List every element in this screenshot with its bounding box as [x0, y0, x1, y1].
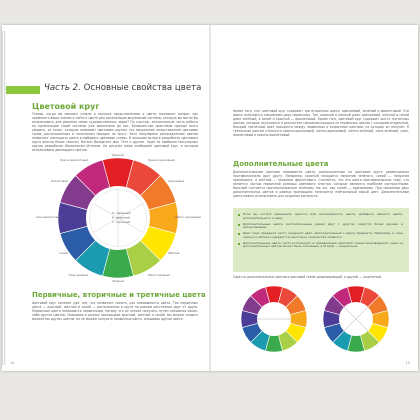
section-title-primary-secondary: Первичные, вторичные и третичные цвета	[32, 291, 206, 299]
intro-paragraph: Теперь, когда вы немного узнали о научных представлениях о цвете, возникает вопрос: как применить ваши знания о свете и цвете для организации визуальной системы, которую вы могли бы использовать для решения своих художественных задач? По счастью, значительную часть работы по организации такой системы уже выполнили до нас. Большинство практиков прежде всего увидеть, из колес, которую называют цветовым кругом; это визуальное представление цветовых тонов, расположенных в логическом порядке по кругу. Хотя популярное распределение цветов позволяет уменьшить цвета и выбирать цветовые схемы. В прошлом вклад в разработку цветового круга внесли Исаак Ньютон, Иоганн Вольфганг фон Гёте и другие. Один из наиболее популярных кругов разработан Иоханнесом Иттеном. На рисунке ниже изображён цветовой круг, в котором использовано двенадцать цветов.	[32, 112, 198, 153]
wheel-label-red: Красный	[112, 154, 124, 157]
wheel-label-blue: Синий	[59, 252, 68, 255]
tip-item: Дополнительные цвета часто используют в определении цветовой схемы произведения: один из дополнительных цветов может быть основным, а второй — акцентным.	[243, 240, 403, 249]
tip-item: Цвет тени предмета часто содержит цвет, дополнительный к цвету предмета. Например, в тени красного яблока содержится некоторое количество зелёного.	[243, 231, 403, 239]
legend-tertiary: Т – третичный	[112, 221, 130, 224]
wheel-label-red-violet: Красно-фиолетовый	[60, 159, 88, 162]
chapter-heading	[44, 83, 201, 93]
section-title-complementary: Дополнительные цвета	[233, 160, 329, 168]
tip-box	[233, 208, 409, 272]
section-title-color-wheel: Цветовой круг	[32, 102, 100, 111]
chapter-label: Часть 2.	[44, 83, 81, 93]
tip-item: Если вы хотите уменьшить яркость или интенсивность цвета, добавьте немного цвета, дополнительного к нему.	[243, 212, 403, 220]
right-page	[211, 25, 418, 371]
legend-secondary: В – вторичный	[112, 216, 131, 220]
complementary-paragraph: Дополнительными цветами называются цвета, расположенные на цветовом круге диаметрально противоположно друг другу. Например, красный находится напротив зелёного, синий — напротив оранжевого, а жёлтый — напротив фиолетового. Считается, что эти цвета противоположны тому, что является частью первичной разницы цветового спектра, которые являются наиболее контрастными. Красный считается противоположным зелёному так же, как синий — оранжевому. При смешении двух дополнительных цветов в равных пропорциях получается нейтральный серый цвет. Дополнительные цвета можно использовать для создания контраста.	[233, 170, 409, 199]
legend-primary: П – первичный	[112, 212, 131, 215]
page-number-left: 14	[10, 361, 15, 365]
complementary-wheel-axis	[239, 284, 309, 354]
wheel-label-yellow-green: Жёлто-зелёный	[148, 274, 170, 277]
wheel-label-green: Зелёный	[112, 280, 124, 283]
wheel-legend	[112, 212, 131, 224]
wheel-label-blue-violet: Сине-фиолетовый	[36, 216, 61, 219]
wheel-label-yellow-orange: Жёлто-оранжевый	[175, 216, 201, 219]
wheel-label-orange: Оранжевый	[168, 180, 185, 183]
complementary-wheel-cross	[321, 284, 391, 354]
wheel-label-red-orange: Красно-оранжевый	[148, 159, 175, 162]
page-number-right: 15	[405, 361, 410, 365]
page-edge	[2, 31, 6, 365]
book-spread	[2, 25, 418, 371]
tip-list	[233, 208, 409, 255]
primary-secondary-paragraph: Цветовой круг полезен уже тем, что позволяет понять, как смешиваются цвета. Три первичных цвета — красный, жёлтый и синий — расположены в круге на равном расстоянии друг от друга. Первичные цвета называются первичными, потому что их нельзя получить путём смешения каких-либо других цветов. Смешивая в разных пропорциях красный, жёлтый и синий, мы можем создать множество других цветов, но не можем получить первичные цвета, смешивая другие цвета.	[32, 301, 198, 322]
secondary-tertiary-paragraph: Кроме того, этот цветовой круг содержит три вторичных цвета: оранжевый, зелёный и фиолетовый. Эти цвета получаются смешением двух первичных. Так, красный и жёлтый дают оранжевый, жёлтый и синий дают зелёный, а синий и красный — фиолетовый. Кроме того, цветовой круг содержит шесть третичных цветов, которые получаются в результате смешения каждого из первичных цветов с соседним вторичным. Каждый третичный цвет находится между первичным и вторичным цветами, из которых он получен. К третичным цветам относятся красно-оранжевый, жёлто-оранжевый, жёлто-зелёный, сине-зелёный, сине-фиолетовый и красно-фиолетовый.	[233, 109, 409, 138]
color-wheel-figure	[32, 152, 204, 284]
tip-item: Дополнительные цвета, расположенные рядом друг с другом, кажутся более яркими и интенсивными.	[243, 221, 403, 230]
wheel-label-yellow: Жёлтый	[168, 252, 180, 255]
chapter-accent-bar	[6, 86, 40, 94]
left-page	[2, 25, 209, 371]
wheel-label-violet: Фиолетовый	[50, 180, 68, 183]
chapter-title: Основные свойства цвета	[83, 83, 202, 93]
wheel-label-blue-green: Сине-зелёный	[68, 274, 88, 277]
wheels-caption: Один из дополнительных цветов в цветовой схеме доминирующий, а другой — акцентный.	[233, 275, 382, 279]
